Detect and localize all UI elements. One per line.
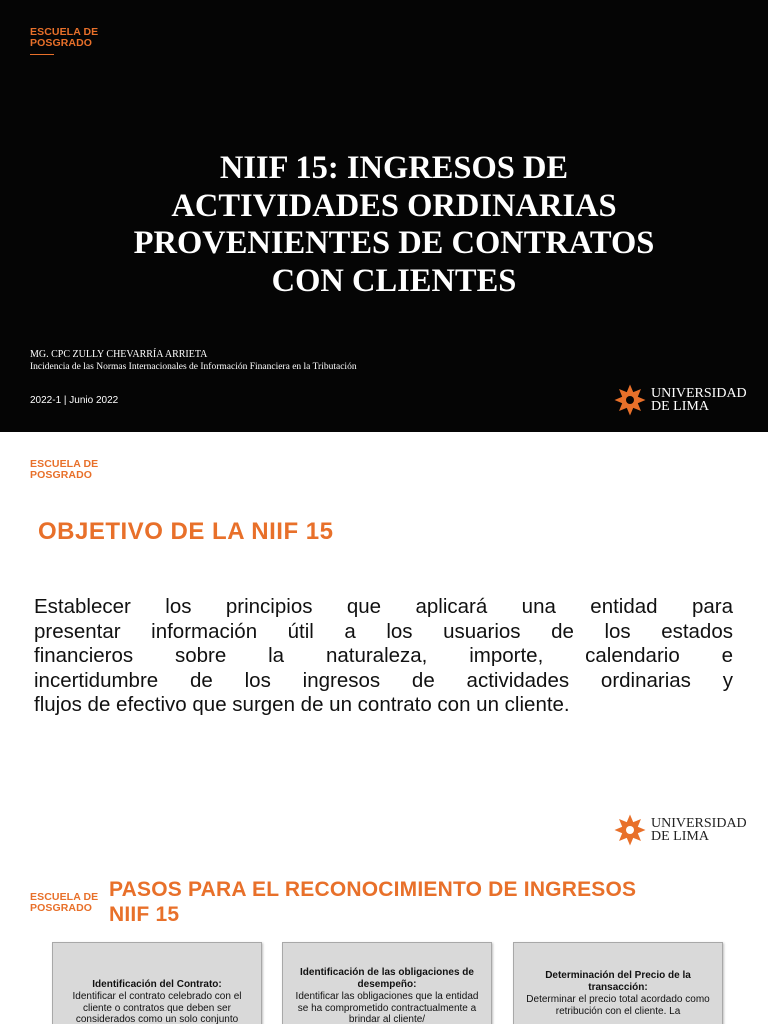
objective-line: incertidumbre de los ingresos de actividades ordinarias y xyxy=(34,668,733,692)
escuela-posgrado-logo xyxy=(30,459,98,481)
objective-line: presentar información útil a los usuarios de los estados xyxy=(34,619,733,643)
brand-line-1: ESCUELA DE xyxy=(30,891,99,903)
university-line-1: UNIVERSIDAD xyxy=(651,816,747,831)
step-title: Identificación de las obligaciones de desempeño: xyxy=(300,967,474,990)
objective-line: flujos de efectivo que surgen de un contrato con un cliente. xyxy=(34,693,570,716)
objective-line: financieros sobre la naturaleza, importe, calendario e xyxy=(34,644,733,667)
step-description: Identificar las obligaciones que la entidad se ha comprometido contractualmente a brindar al cliente/ xyxy=(295,991,479,1024)
brand-line-2: POSGRADO xyxy=(30,469,93,481)
objective-text xyxy=(34,595,733,718)
step-title: Determinación del Precio de la transacción: xyxy=(545,970,691,993)
brand-line-1: ESCUELA DE xyxy=(30,458,99,470)
brand-line-2: POSGRADO xyxy=(30,37,93,49)
universidad-de-lima-logo xyxy=(614,384,747,416)
steps-heading-line: NIIF 15 xyxy=(109,903,180,926)
escuela-posgrado-logo xyxy=(30,892,98,914)
star-flower-icon xyxy=(614,384,646,416)
title-line: CON CLIENTES xyxy=(271,262,517,299)
university-line-1: UNIVERSIDAD xyxy=(651,386,747,401)
step-description: Determinar el precio total acordado como retribución con el cliente. La xyxy=(526,994,710,1017)
brand-underline xyxy=(30,54,54,55)
title-line: NIIF 15: INGRESOS DE xyxy=(219,150,569,186)
author-name: MG. CPC ZULLY CHEVARRÍA ARRIETA xyxy=(30,349,208,360)
university-name xyxy=(651,817,747,843)
step-box-obligations xyxy=(282,942,492,1024)
presentation-title xyxy=(60,150,728,300)
step-box-price xyxy=(513,942,723,1024)
objective-slide xyxy=(0,432,768,864)
term-date: 2022-1 | Junio 2022 xyxy=(30,395,119,406)
steps-heading xyxy=(109,877,636,927)
objective-line: Establecer los principios que aplicará una entidad para xyxy=(34,595,733,618)
brand-line-1: ESCUELA DE xyxy=(30,26,99,38)
steps-slide xyxy=(0,864,768,1024)
escuela-posgrado-logo xyxy=(30,27,98,49)
brand-line-2: POSGRADO xyxy=(30,902,93,914)
course-name: Incidencia de las Normas Internacionales de Información Financiera en la Tributación xyxy=(30,362,357,372)
title-line: ACTIVIDADES ORDINARIAS xyxy=(171,187,617,224)
objective-heading: OBJETIVO DE LA NIIF 15 xyxy=(38,518,334,545)
title-line: PROVENIENTES DE CONTRATOS xyxy=(133,225,655,261)
university-line-2: DE LIMA xyxy=(651,829,709,844)
universidad-de-lima-logo xyxy=(614,814,747,846)
university-line-2: DE LIMA xyxy=(651,399,709,414)
step-title: Identificación del Contrato: xyxy=(92,979,222,990)
step-description: Identificar el contrato celebrado con el cliente o contratos que deben ser considerados como un solo conjunto xyxy=(72,991,242,1024)
title-slide xyxy=(0,0,768,432)
steps-heading-line: PASOS PARA EL RECONOCIMIENTO DE INGRESOS xyxy=(109,878,637,901)
university-name xyxy=(651,387,747,413)
star-flower-icon xyxy=(614,814,646,846)
step-box-contract xyxy=(52,942,262,1024)
